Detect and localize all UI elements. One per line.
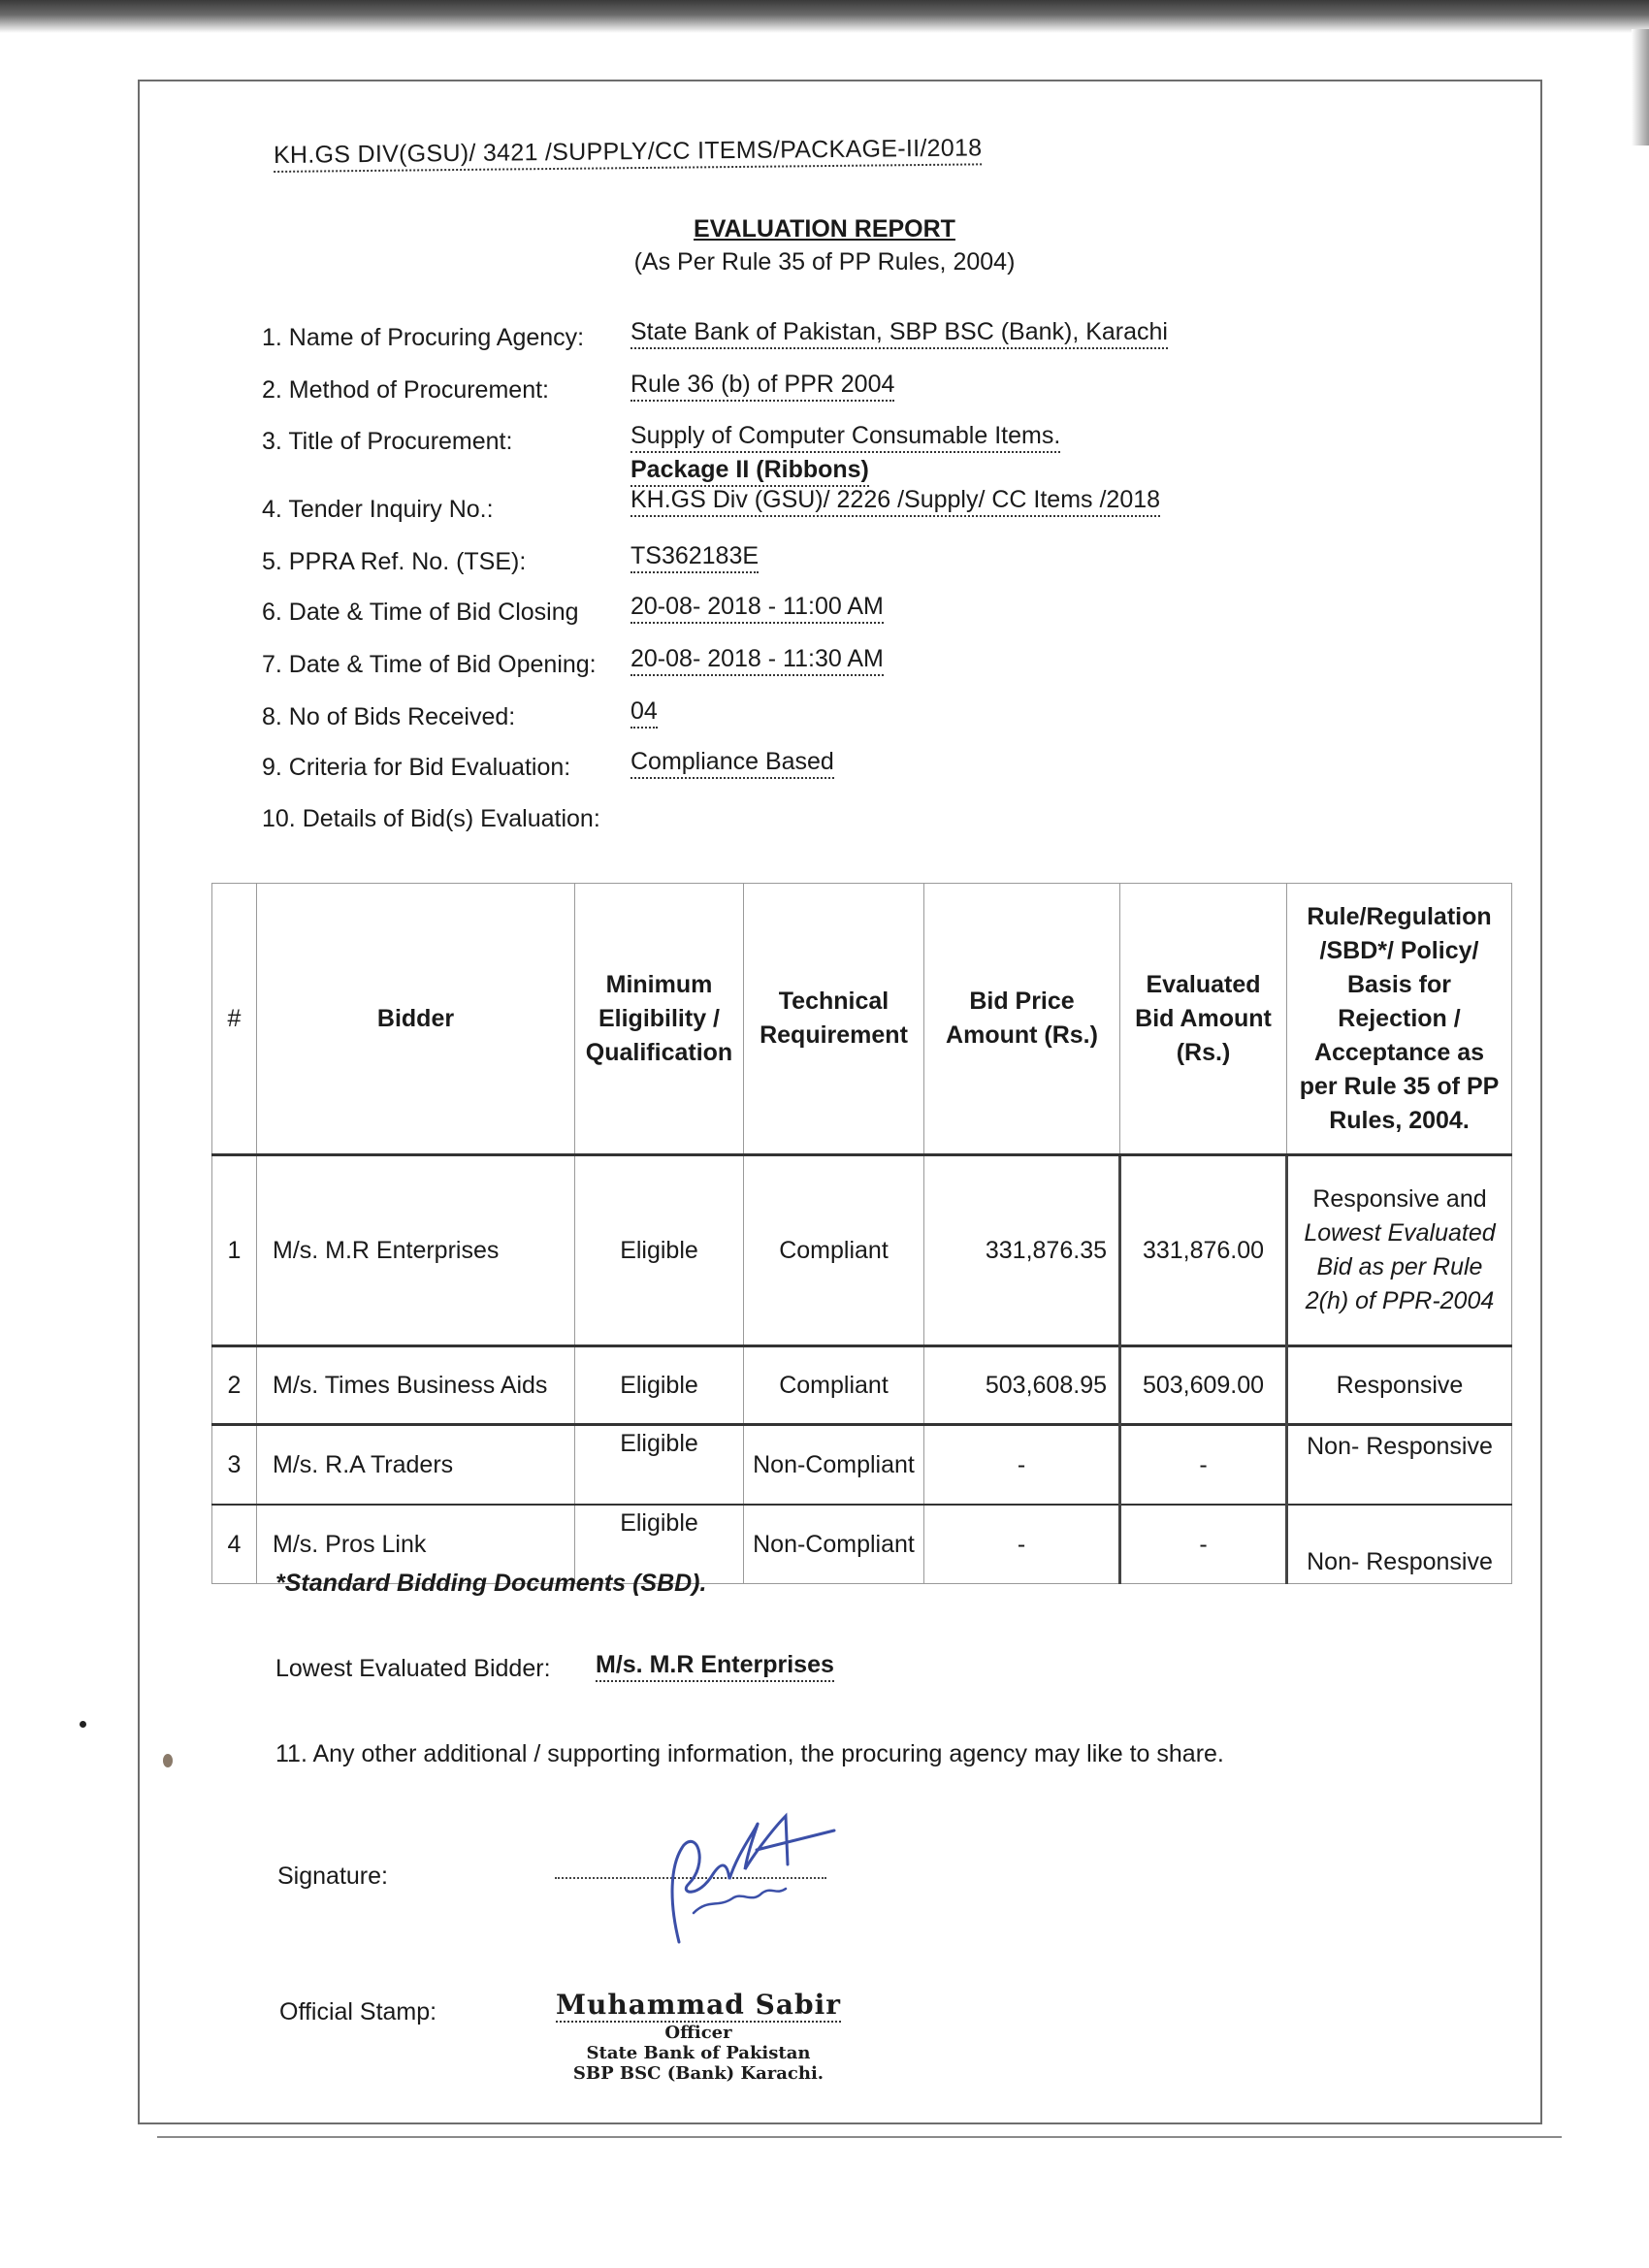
- header-rule: Rule/Regulation /SBD*/ Policy/ Basis for Rejection / Acceptance as per Rule 35 of PP Rules, 2004.: [1287, 884, 1512, 1155]
- lowest-bidder: [275, 1651, 834, 1683]
- header-evaluated: Evaluated Bid Amount (Rs.): [1120, 884, 1287, 1155]
- document-border-bottom: [157, 2103, 1562, 2138]
- header-bidder: Bidder: [257, 884, 575, 1155]
- header-num: #: [212, 884, 257, 1155]
- scan-edge-shadow: [1632, 29, 1649, 146]
- footnote: *Standard Bidding Documents (SBD).: [275, 1570, 707, 1597]
- scan-speck: [163, 1754, 173, 1767]
- official-stamp: Muhammad Sabir Officer State Bank of Pakistan SBP BSC (Bank) Karachi.: [556, 1989, 841, 2084]
- reference-number: KH.GS DIV(GSU)/ 3421 /SUPPLY/CC ITEMS/PACKAGE-II/2018: [274, 134, 983, 173]
- table-row: 2 M/s. Times Business Aids Eligible Compliant 503,608.95 503,609.00 Responsive: [212, 1346, 1512, 1425]
- header-eligibility: Minimum Eligibility / Qualification: [575, 884, 744, 1155]
- table-row: 3 M/s. R.A Traders Eligible Non-Compliant - - Non- Responsive: [212, 1425, 1512, 1506]
- table-header-row: [212, 884, 1512, 1155]
- lowest-bidder-value: M/s. M.R Enterprises: [596, 1651, 834, 1682]
- signature-label: Signature:: [277, 1863, 388, 1890]
- evaluation-table: [211, 883, 1512, 1584]
- scan-speck: [80, 1721, 86, 1728]
- report-title: EVALUATION REPORT: [694, 215, 955, 243]
- report-subtitle: (As Per Rule 35 of PP Rules, 2004): [633, 248, 1016, 275]
- item-additional-info: 11. Any other additional / supporting information, the procuring agency may like to share.: [275, 1740, 1224, 1767]
- lowest-bidder-label: Lowest Evaluated Bidder:: [275, 1655, 551, 1682]
- table-row: 4 M/s. Pros Link Eligible Non-Compliant - - Non- Responsive: [212, 1505, 1512, 1584]
- stamp-label: Official Stamp:: [279, 1998, 437, 2025]
- scan-shadow: [0, 0, 1649, 33]
- table-row: 1 M/s. M.R Enterprises Eligible Compliant 331,876.35 331,876.00 Responsive and Lowest Evaluated Bid as per Rule 2(h) of PPR-2004: [212, 1155, 1512, 1346]
- handwritten-signature: [640, 1806, 854, 1952]
- rule-cell: Responsive and Lowest Evaluated Bid as per Rule 2(h) of PPR-2004: [1287, 1155, 1512, 1346]
- header-technical: Technical Requirement: [744, 884, 924, 1155]
- header-bid-price: Bid Price Amount (Rs.): [924, 884, 1120, 1155]
